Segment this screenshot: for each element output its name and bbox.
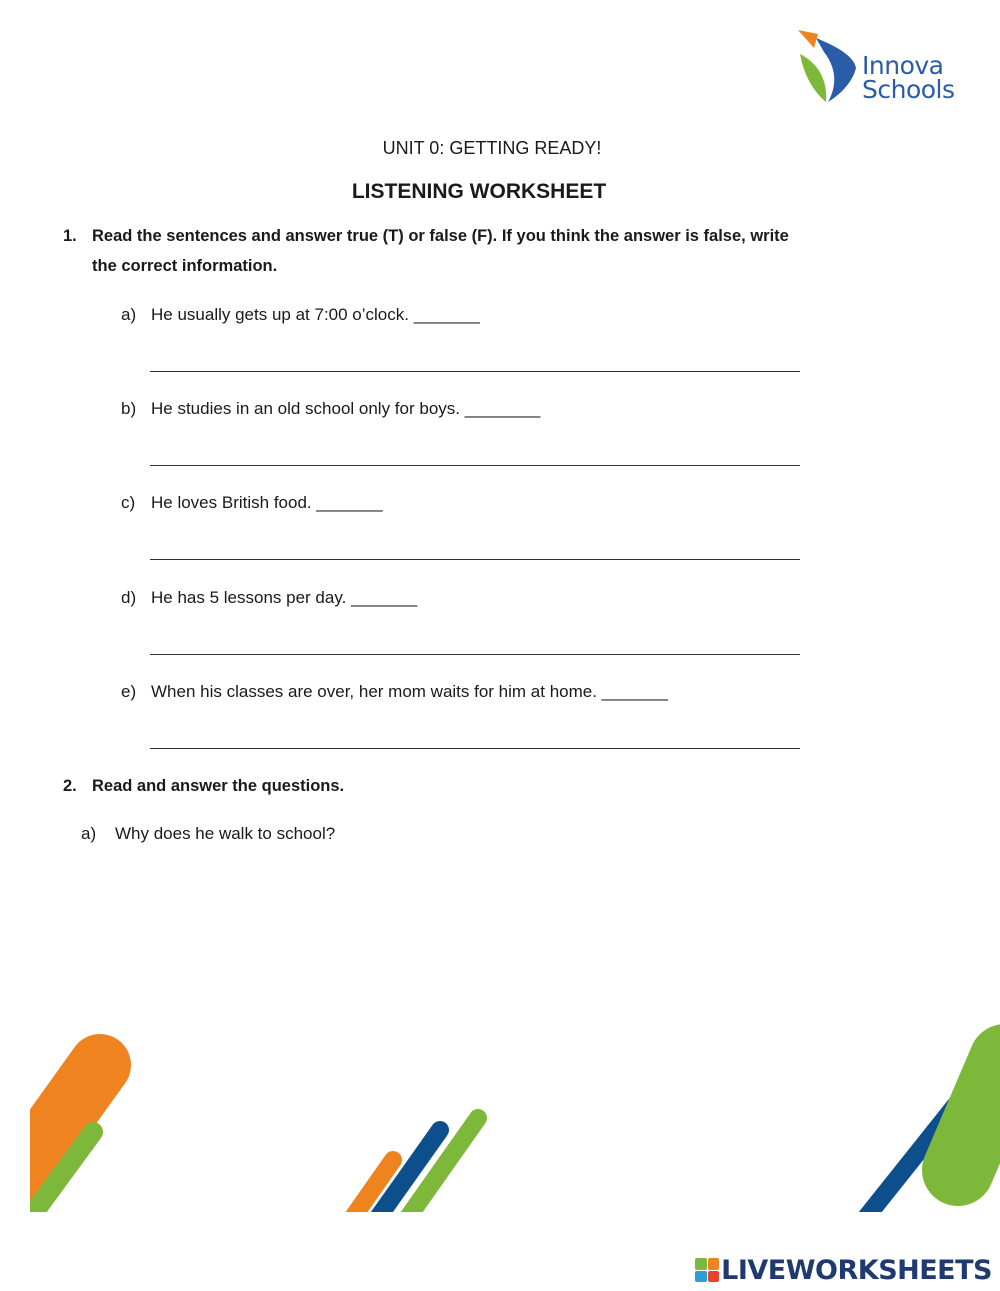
item-b-letter: b): [121, 399, 137, 418]
item-e-letter: e): [121, 682, 137, 701]
answer-line-d[interactable]: [150, 654, 800, 655]
section1-number: 1.: [63, 227, 77, 245]
item-e-text: When his classes are over, her mom waits for him at home. _______: [151, 682, 668, 701]
logo-mark-icon: [796, 28, 860, 108]
worksheet-title: LISTENING WORKSHEET: [351, 180, 607, 203]
section1-instruction-line1: Read the sentences and answer true (T) or false (F). If you think the answer is false, write: [92, 227, 789, 245]
answer-line-e[interactable]: [150, 748, 800, 749]
section1-instruction: [92, 221, 912, 281]
item-c-text: He loves British food. _______: [151, 493, 383, 512]
item-a-text: He usually gets up at 7:00 o’clock. _______: [151, 305, 480, 324]
innova-schools-logo: [796, 28, 966, 108]
section2-number: 2.: [63, 777, 77, 795]
q2-item-a-letter: a): [81, 824, 97, 843]
unit-title: UNIT 0: GETTING READY!: [382, 138, 602, 158]
logo-text-line2: Schools: [862, 75, 955, 104]
answer-line-c[interactable]: [150, 559, 800, 560]
item-d-text: He has 5 lessons per day. _______: [151, 588, 418, 607]
logo-text-line1: Innova: [862, 51, 944, 80]
answer-line-b[interactable]: [150, 465, 800, 466]
item-d-letter: d): [121, 588, 137, 607]
liveworksheets-brand: [695, 1252, 992, 1288]
section2-instruction: Read and answer the questions.: [92, 777, 345, 795]
section1-instruction-line2: the correct information.: [92, 257, 278, 275]
liveworksheets-label: LIVEWORKSHEETS: [721, 1254, 992, 1286]
item-b-text: He studies in an old school only for boys. ________: [151, 399, 541, 418]
answer-line-a[interactable]: [150, 371, 800, 372]
q2-item-a-text: Why does he walk to school?: [115, 824, 336, 843]
liveworksheets-icon: [695, 1258, 719, 1282]
item-c-letter: c): [121, 493, 136, 512]
item-a-letter: a): [121, 305, 137, 324]
decorative-stripes: [0, 1020, 1000, 1220]
stripe-green-right: [958, 1060, 1000, 1170]
